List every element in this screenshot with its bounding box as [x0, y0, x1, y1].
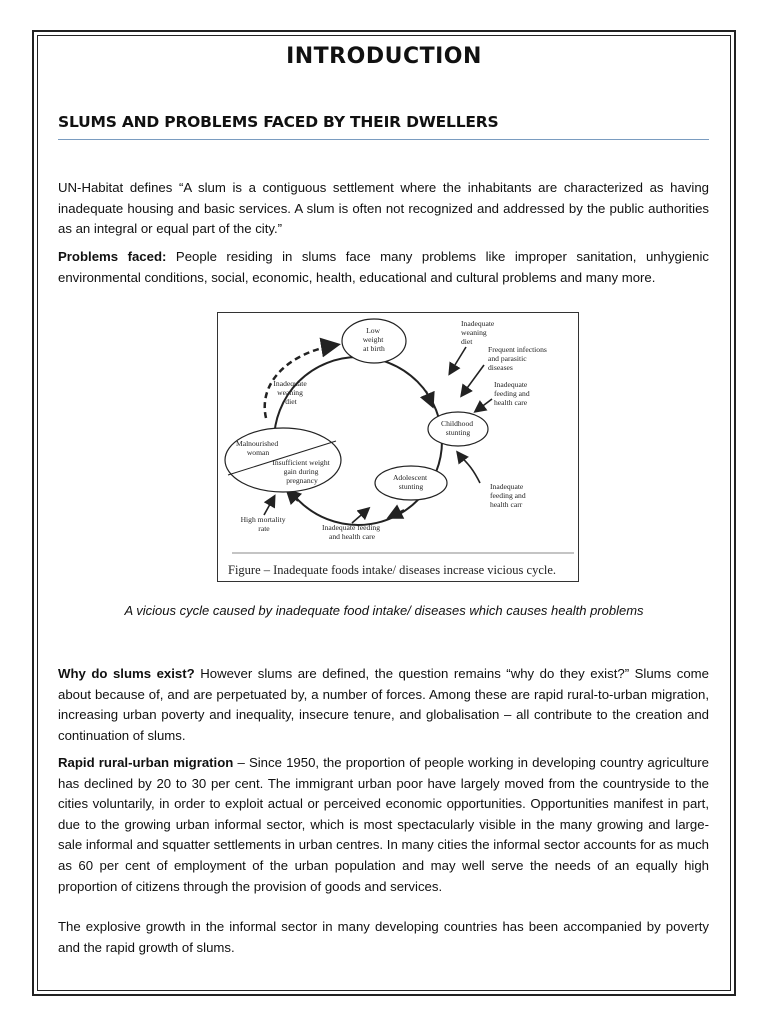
weaning-diet-top-label: Inadequate weaning diet [461, 319, 495, 346]
node-adolescent-label: Adolescent stunting [392, 473, 428, 491]
problems-paragraph [58, 247, 709, 288]
insufficient-weight-label: Insufficient weight gain during pregnancy [272, 458, 330, 485]
problems-text: People residing in slums face many problems like improper sanitation, unhygienic environmental conditions, social, economic, health, educational and cultural problems and many more. [58, 249, 709, 285]
factor-arrow-3 [476, 399, 492, 411]
weaning-diet-left-label: Inadequate weaning diet [273, 379, 307, 406]
heading-underline [58, 139, 709, 140]
vicious-cycle-figure [217, 312, 579, 582]
problems-label: Problems faced: [58, 249, 167, 264]
rapid-migration-paragraph [58, 753, 709, 897]
mortality-label: High mortality rate [240, 515, 286, 533]
why-text: However slums are defined, the question remains “why do they exist?” Slums come about because of, and are perpetuated by, a number of forces. Among these are rapid rural-to-urban migration, increasing urban poverty and inequality, insecure tenure, and globalisation – all contribute to the creation and continuation of slums. [58, 666, 709, 743]
infections-label: Frequent infections and parasitic diseases [488, 345, 547, 372]
feeding-right-top-label: Inadequate feeding and health care [494, 380, 530, 407]
factor-arrow-6 [264, 497, 274, 515]
figure-caption-italic: A vicious cycle caused by inadequate food intake/ diseases which causes health problems [124, 603, 644, 618]
vicious-cycle-diagram [218, 313, 580, 583]
rapid-text: – Since 1950, the proportion of people working in developing country agriculture has declined by 20 to 30 per cent. The immigrant urban poor have largely moved from the countryside to the cities voluntarily, in order to exploit actual or perceived economic opportunities. Opportunities manifest in part, due to the growing urban informal sector, which is most spectacularly visible in the many growing and large-sale informal and squatter settlements in urban centres. In many cities the informal sector accounts for as much as 60 per cent of employment of the urban population and may well serve the needs of an equally high proportion of citizens through the provision of goods and services. [58, 755, 709, 894]
rapid-label: Rapid rural-urban migration [58, 755, 234, 770]
figure-caption: Figure – Inadequate foods intake/ diseases increase vicious cycle. [228, 563, 557, 577]
section-heading: SLUMS AND PROBLEMS FACED BY THEIR DWELLERS [58, 113, 499, 131]
factor-arrow-5 [352, 509, 368, 523]
factor-arrow-4 [458, 453, 480, 483]
definition-paragraph: UN-Habitat defines “A slum is a contiguous settlement where the inhabitants are characterized as having inadequate housing and basic services. A slum is often not recognized and addressed by the public authorities as an integral or equal part of the city.” [58, 180, 709, 237]
factor-arrow-1 [450, 347, 466, 373]
why-paragraph [58, 664, 709, 746]
node-childhood-label: Childhood stunting [441, 419, 474, 437]
feeding-right-bottom-label: Inadequate feeding and health carr [490, 482, 526, 509]
cycle-arrow-3 [288, 491, 298, 501]
node-malnourished-label: Malnourished woman [235, 439, 279, 457]
factor-arrow-2 [462, 365, 484, 395]
node-low-weight-label: Low weight at birth [362, 326, 385, 353]
page-title: INTRODUCTION [286, 44, 482, 69]
why-label: Why do slums exist? [58, 666, 195, 681]
feeding-bottom-label: Inadequate feeding and health care [322, 523, 381, 541]
explosive-growth-paragraph: The explosive growth in the informal sector in many developing countries has been accompanied by poverty and the rapid growth of slums. [58, 919, 709, 955]
